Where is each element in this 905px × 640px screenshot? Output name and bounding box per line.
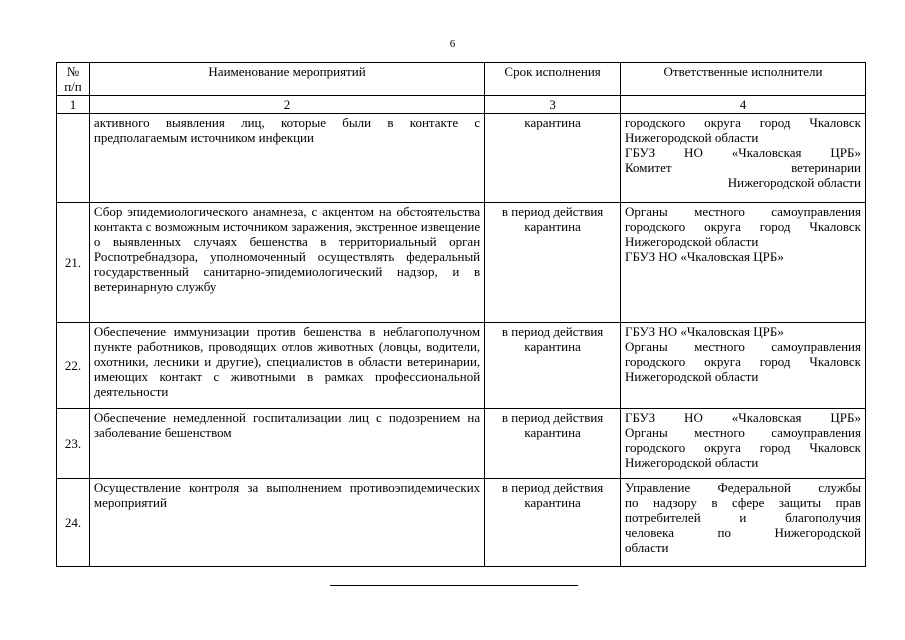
- header-number: № п/п: [57, 63, 90, 96]
- column-index-row: [57, 96, 866, 114]
- row-number: 23.: [57, 409, 90, 479]
- measure-description: Осуществление контроля за выполнением противоэпидемических мероприятий: [89, 479, 484, 567]
- index-cell: 4: [621, 96, 866, 114]
- executors: [621, 409, 866, 479]
- executors: [621, 323, 866, 409]
- index-cell: 1: [57, 96, 90, 114]
- executor-line: Органы местного самоуправления: [625, 425, 861, 440]
- measure-description: Обеспечение иммунизации против бешенства в неблагополучном пункте работников, проводящих отлов животных (ловцы, водители, охотники, лесники и другие), специалистов в области ветеринарии, имеющих контакт с животными в рамках профессиональной деятельности: [89, 323, 484, 409]
- executors: [621, 203, 866, 323]
- page-number: 6: [449, 38, 456, 50]
- deadline: в период действия карантина: [485, 323, 621, 409]
- executors: [621, 479, 866, 567]
- measure-description: Сбор эпидемиологического анамнеза, с акцентом на обстоятельства контакта с возможным источником заражения, экстренное извещение о выявленных случаях бешенства в территориальный орган Роспотребнадзора, уполномоченный осуществлять федеральный государственный санитарно-эпидемиологический надзор, и в ветеринарную службу: [89, 203, 484, 323]
- table-row: [57, 114, 866, 203]
- executor-line: Управление Федеральной службы: [625, 480, 861, 495]
- footer-divider: [330, 585, 578, 586]
- table-row: [57, 409, 866, 479]
- executor-line: Нижегородской области: [727, 175, 861, 190]
- executor-line: Органы местного самоуправления: [625, 204, 861, 219]
- table-row: [57, 479, 866, 567]
- deadline: в период действия карантина: [485, 409, 621, 479]
- table-row: [57, 323, 866, 409]
- measure-description: Обеспечение немедленной госпитализации лиц с подозрением на заболевание бешенством: [89, 409, 484, 479]
- executor-line: ГБУЗ НО «Чкаловская ЦРБ»: [625, 324, 784, 339]
- header-measures: Наименование мероприятий: [89, 63, 484, 96]
- executor-line: городского округа город Чкаловск: [625, 115, 861, 130]
- executor-line: ГБУЗ НО «Чкаловская ЦРБ»: [625, 145, 861, 160]
- executor-line: области: [625, 540, 669, 555]
- deadline: в период действия карантина: [485, 203, 621, 323]
- table-header-row: [57, 63, 866, 96]
- executor-line: городского округа город Чкаловск: [625, 219, 861, 234]
- executor-line: Нижегородской области: [625, 234, 759, 249]
- executor-line: по надзору в сфере защиты прав: [625, 495, 861, 510]
- measures-table: [56, 62, 866, 567]
- deadline: в период действия карантина: [485, 479, 621, 567]
- index-cell: 3: [485, 96, 621, 114]
- header-executors: Ответственные исполнители: [621, 63, 866, 96]
- index-cell: 2: [89, 96, 484, 114]
- executor-line: человека по Нижегородской: [625, 525, 861, 540]
- header-deadline: Срок исполнения: [485, 63, 621, 96]
- executor-line: ГБУЗ НО «Чкаловская ЦРБ»: [625, 249, 784, 264]
- executor-line: потребителей и благополучия: [625, 510, 861, 525]
- executors: [621, 114, 866, 203]
- executor-line: ГБУЗ НО «Чкаловская ЦРБ»: [625, 410, 861, 425]
- executor-line: Нижегородской области: [625, 369, 759, 384]
- row-number: 24.: [57, 479, 90, 567]
- executor-line: городского округа город Чкаловск: [625, 354, 861, 369]
- executor-line: Нижегородской области: [625, 455, 759, 470]
- executor-line: городского округа город Чкаловск: [625, 440, 861, 455]
- table-row: [57, 203, 866, 323]
- row-number: [57, 114, 90, 203]
- executor-line: Органы местного самоуправления: [625, 339, 861, 354]
- row-number: 22.: [57, 323, 90, 409]
- executor-line: Нижегородской области: [625, 130, 759, 145]
- row-number: 21.: [57, 203, 90, 323]
- measure-description: активного выявления лиц, которые были в контакте с предполагаемым источником инфекции: [89, 114, 484, 203]
- executor-line: Комитет ветеринарии: [625, 160, 861, 175]
- deadline: карантина: [485, 114, 621, 203]
